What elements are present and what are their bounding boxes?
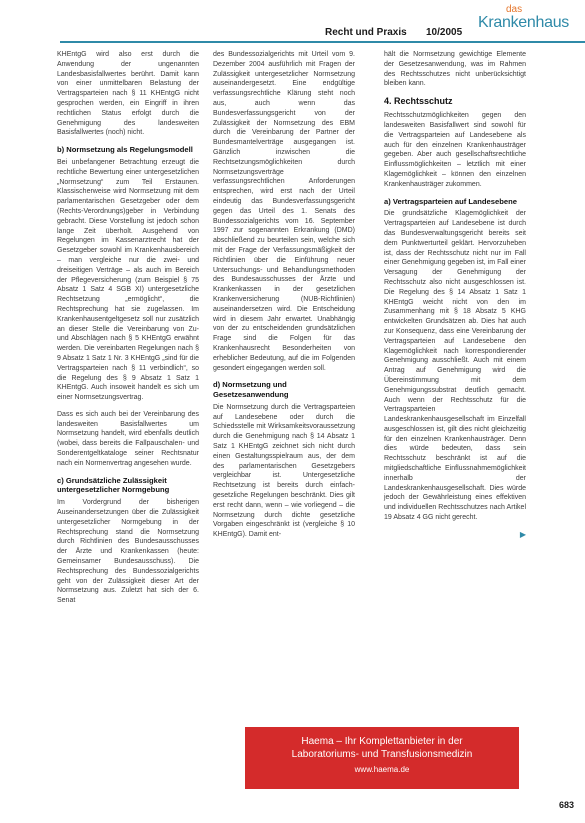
paragraph: Die Normsetzung durch die Vertragsparteien auf Landesebene oder durch die Schiedsstelle mit Wirksamkeitsvoraussetzung durch die Genehmigung nach § 14 Absatz 1 Satz 1 KHEntgG zeichnet sich nicht durch einen Gestaltungsspielraum aus, der dem des parlamentarischen Gesetzgebers vergleichbar ist. Untergesetzliche Rechtsetzung ist bereits durch einfach-gesetzliche Regelungen beschränkt. Dies gilt erst recht dann, wenn – wie vorliegend – die Normsetzung durch dichte gesetzliche Vorgaben eingeschränkt ist (vergleiche § 10 KHEntgG). Damit ent- [213,403,355,539]
page-header [0,0,585,42]
paragraph: des Bundessozialgerichts mit Urteil vom 9. Dezember 2004 ausführlich mit Fragen der Zulässigkeit untergesetzlicher Normsetzung auseinandergesetzt. Eine endgültige verfassungsrechtliche Klärung steht noch aus, auch wenn das Bundesverfassungsgericht von der Zulässigkeit der Normsetzung des EBM durch die Vereinbarung der Partner der Bundesmantelverträge ausgegangen ist. Gänzlich inzwischen die Rechtsetzungsmöglichkeiten durch Normsetzungsverträge verfassungsrechtlichen Anforderungen entsprechen, wird erst nach der Urteil eindeutig das Bundesverfassungsgericht gegen das Urteil des 1. Senats des Bundessozialgerichts vom 16. September 1997 zur sogenannten Erkrankung (DMD) abschließend zu beurteilen sein, welche sich mit der Frage der Verfassungsmäßigkeit der Richtlinien über die Einführung neuer Untersuchungs- und Behandlungsmethoden des Bundesausschusses der Ärzte und Krankenkassen in der gesetzlichen Krankenversicherung (NUB-Richtlinien) auseinandersetzen wird. Die Entscheidung wird in diesem Jahr erwartet. Unabhängig von der zu entscheidenden grundsätzlichen Frage sind die Folgen für das Krankenhausrecht Besonderheiten von erheblicher Bedeutung, auf die im Folgenden gesondert eingegangen werden soll. [213,51,355,372]
section-heading-rechtsschutz: 4. Rechtsschutz [384,96,453,107]
header-rule [60,41,585,43]
logo-krankenhaus: Krankenhaus [478,14,569,31]
ad-line-1: Haema – Ihr Komplettanbieter in der [301,736,463,747]
column-1 [57,50,199,613]
paragraph: Die grundsätzliche Klagemöglichkeit der Vertragsparteien auf Landesebene ist durch das Bundesverwaltungsgericht bereits seit dem Punktwerturteil geklärt. Hervorzuheben ist, dass der Rechtsschutz nicht nur im Fall einer Genehmigung gegeben ist, im Fall einer Versagung der Genehmigung der Rechtsschutz also nicht ausgeschlossen ist. Die Regelung des § 14 Absatz 1 Satz 1 KHEntgG weicht nicht von den im Zusammenhang mit § 18 Absatz 5 KHG entwickelten Grundsätzen ab. Dies hat auch zur Konsequenz, dass eine Vereinbarung der Vertragsparteien auf Landesebene den Klagemöglichkeit nach korrespondierender Genehmigung ausschließt. Auch mit einem Antrag auf Genehmigung wird die Übereinstimmung mit dem Genehmigungssubstrat deutlich gemacht. Auch wenn der Rechtsschutz für die Vertragsparteien Landeskrankenhausgesellschaft im Einzelfall ausgeschlossen ist, gilt dies nicht gleichzeitig für den einzelnen Krankenhausträger. Denn dies würde bedeuten, dass sein Rechtsschutz beschränkt ist auf die mitgliedschaftliche Einflussnahmemöglichkeit innerhalb der Landeskrankenhausgesellschaft. Dies würde jedoch der Gewährleistung eines effektiven und individuellen Rechtsschutzes nach Artikel 19 Absatz 4 GG nicht gerecht. [384,210,526,522]
paragraph: KHEntgG wird also erst durch die Anwendung der ungenannten Landesbasisfallwertes berührt. Damit kann von einer unmittelbaren Belastung der Vertragsparteien nach § 11 KHEntgG nicht gesprochen werden, ein Eingriff in ihren rechtlichen Status erfolgt durch die Genehmigung des landesweiten Basisfallwertes (noch) nicht. [57,51,199,137]
subheading-a: a) Vertragsparteien auf Landesebene [384,196,517,206]
paragraph: Dass es sich auch bei der Vereinbarung des landesweiten Basisfallwertes um Normsetzung handelt, wird ebenfalls deutlich (wobei, dass bereits die Fallpauschalen- und Sonderentgeltkataloge seiner Rechtsnatur nach ein Normenvertrag angesehen wurde. [57,410,199,467]
column-2 [213,50,355,547]
magazine-logo [478,4,578,38]
paragraph: Rechtsschutzmöglichkeiten gegen den landesweiten Basisfallwert sind sowohl für die Vertragsparteien auf Landesebene als auch für den einzelnen Krankenhausträger gegeben. Aber auch gesellschaftsrechtliche Einflussmöglichkeiten – letztlich mit einer Klagemöglichkeit – können den einzelnen Krankenhausträger zukommen. [384,112,526,188]
section-title: Recht und Praxis [325,27,407,38]
subheading-c: c) Grundsätzliche Zulässigkeit untergesetzlicher Normgebung [57,475,170,495]
subheading-d: d) Normsetzung und Gesetzesanwendung [213,380,289,400]
column-3 [384,50,526,540]
logo-das: das [506,4,523,15]
paragraph: Im Vordergrund der bisherigen Auseinandersetzungen über die Zulässigkeit untergesetzlicher Normgebung in der Rechtsprechung stand die Normsetzung durch Richtlinien des Bundesausschusses der Ärzte und Krankenkassen (heute: Gemeinsamer Bundesausschuss). Die Rechtsprechung des Bundessozialgerichts geht von der Zulässigkeit dieser Art der Normsetzung aus. Zuletzt hat sich der 6. Senat [57,499,199,605]
page-number: 683 [559,800,575,810]
issue-number: 10/2005 [426,27,463,38]
ad-line-2: Laboratoriums- und Transfusionsmedizin [291,749,473,760]
paragraph: hält die Normsetzung gewichtige Elemente der Gesetzesanwendung, was im Rahmen des Rechtsschutzes nicht unberücksichtigt bleiben kann. [384,51,526,88]
continue-arrow-icon: ▶ [519,529,526,539]
subheading-b: b) Normsetzung als Regelungsmodell [57,145,193,155]
advertisement-banner[interactable] [245,727,519,789]
ad-url-link[interactable]: www.haema.de [354,765,410,774]
paragraph: Bei unbefangener Betrachtung erzeugt die rechtliche Bewertung einer untergesetzlichen „Normsetzung“ zum Teil Erstaunen. Klassischerweise wird Normsetzung mit dem parlamentarischen Gesetzgeber oder dem (Rechts-Verordnungs)geber in Verbindung gebracht. Diese Vorstellung ist jedoch schon lange Zeit überholt. Ausgehend von Regelungen im Kassenarztrecht hat der Gesetzgeber sowohl im Krankenhausbereich – man vergleiche nur die zwei- und dreiseitigen Verträge – als auch im Bereich der Pflegeversicherung (zum Beispiel § 75 Absatz 1 Satz 4 SGB XI) untergesetzliche Rechtsetzung „ermöglicht“, die Rechtsprechung hat sie zugelassen. Im Krankenhausentgeltgesetz soll nur zusätzlich an dieser Stelle die Vereinbarung von Zu- und Abschlägen nach § 5 KHEntgG erwähnt werden. Die vereinbarten Regelungen nach § 9 Absatz 1 Satz 1 Nr. 3 KHEntgG „sind für die Vertragsparteien nach § 11 verbindlich“, so die Regelung des § 9 Absatz 1 Satz 1 KHEntgG. Auch insoweit handelt es sich um einer Normsetzungsvertrag. [57,158,199,402]
